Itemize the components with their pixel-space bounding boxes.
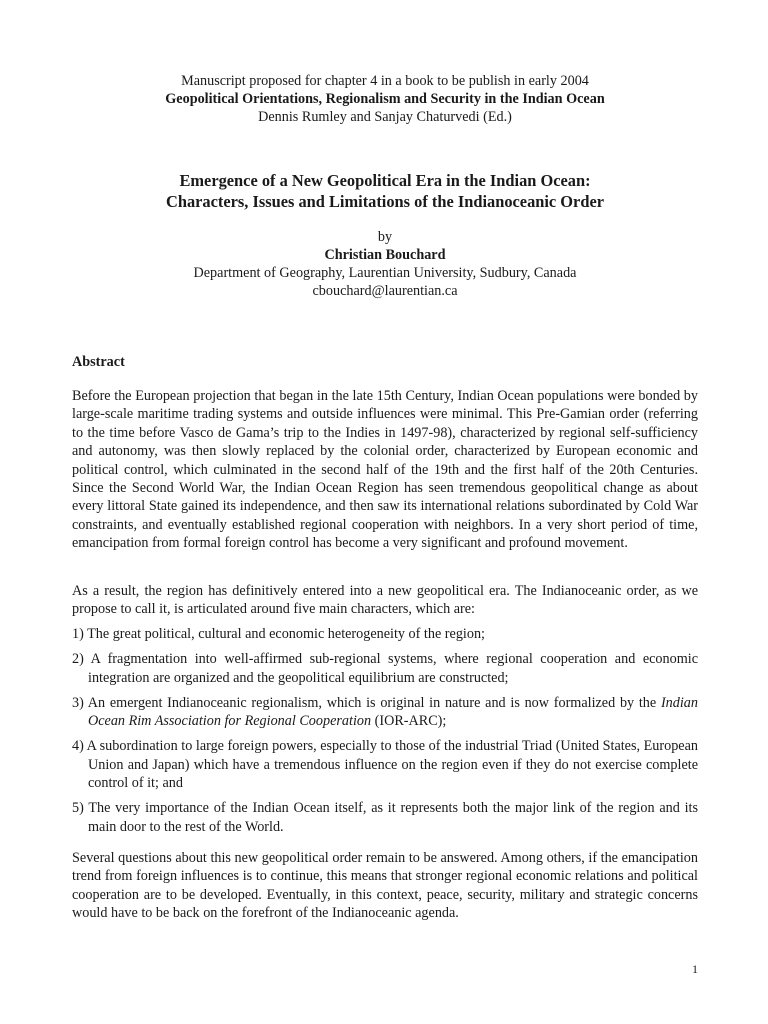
list-item: 1) The great political, cultural and economic heterogeneity of the region; [72, 626, 485, 642]
paper-title [72, 170, 698, 212]
by-label: by [377, 229, 393, 245]
list-item-tail: (IOR-ARC); [371, 713, 447, 730]
book-title: Geopolitical Orientations, Regionalism and Security in the Indian Ocean [165, 91, 605, 107]
manuscript-note: Manuscript proposed for chapter 4 in a book to be publish in early 2004 [181, 73, 589, 89]
title-line-2: Characters, Issues and Limitations of the Indianoceanic Order [166, 192, 604, 211]
list-item: 2) A fragmentation into well-affirmed sub-regional systems, where regional cooperation and economic integration are organized and the geopolitical equilibrium are constructed; [72, 651, 698, 686]
list-item: 5) The very importance of the Indian Ocean itself, as it represents both the major link of the region and its main door to the rest of the World. [72, 800, 698, 835]
author-affiliation: Department of Geography, Laurentian University, Sudbury, Canada [193, 265, 577, 281]
list-item-text: 3) An emergent Indianoceanic regionalism, which is original in nature and is now formalized by the [72, 694, 661, 711]
author-name: Christian Bouchard [324, 247, 446, 263]
abstract-paragraph-3: Several questions about this new geopolitical order remain to be answered. Among others, if the emancipation trend from foreign influences is to continue, this means that stronger regional economic relations and political cooperation are to be developed. Eventually, in this context, peace, security, military and strategic concerns would have to be back on the forefront of the Indianoceanic agenda. [72, 850, 698, 922]
abstract-paragraph-2: As a result, the region has definitively entered into a new geopolitical era. The Indianoceanic order, as we propose to call it, is articulated around five main characters, which are: [72, 583, 698, 618]
editors: Dennis Rumley and Sanjay Chaturvedi (Ed.) [258, 109, 512, 125]
publication-header [72, 72, 698, 126]
characters-list [72, 625, 698, 843]
author-block [72, 228, 698, 300]
page-number: 1 [692, 962, 698, 976]
author-email: cbouchard@laurentian.ca [312, 283, 458, 299]
abstract-heading: Abstract [72, 354, 125, 370]
abstract-paragraph-1: Before the European projection that began in the late 15th Century, Indian Ocean populations were bonded by large-scale maritime trading systems and outside influences were minimal. This Pre-Gamian order (referring to the time before Vasco de Gama’s trip to the Indies in 1497-98), characterized by regional self-sufficiency and autonomy, was then slowly replaced by the colonial order, characterized by European economic and political control, which culminated in the second half of the 19th and the first half of the 20th Centuries. Since the Second World War, the Indian Ocean Region has seen tremendous geopolitical change as about every littoral State gained its independence, and then saw its international relations subordinated by Cold War constraints, and eventually established regional cooperation with neighbors. In a very short period of time, emancipation from formal foreign control has become a very significant and profound movement. [72, 388, 698, 552]
title-line-1: Emergence of a New Geopolitical Era in the Indian Ocean: [179, 171, 591, 190]
list-item: 4) A subordination to large foreign powers, especially to those of the industrial Triad (United States, European Union and Japan) which have a tremendous influence on the region even if they do not exercise complete control of it; and [72, 738, 698, 792]
organization-name: Indian Ocean Rim Association for Regional Cooperation [88, 694, 698, 730]
list-item [72, 694, 698, 731]
